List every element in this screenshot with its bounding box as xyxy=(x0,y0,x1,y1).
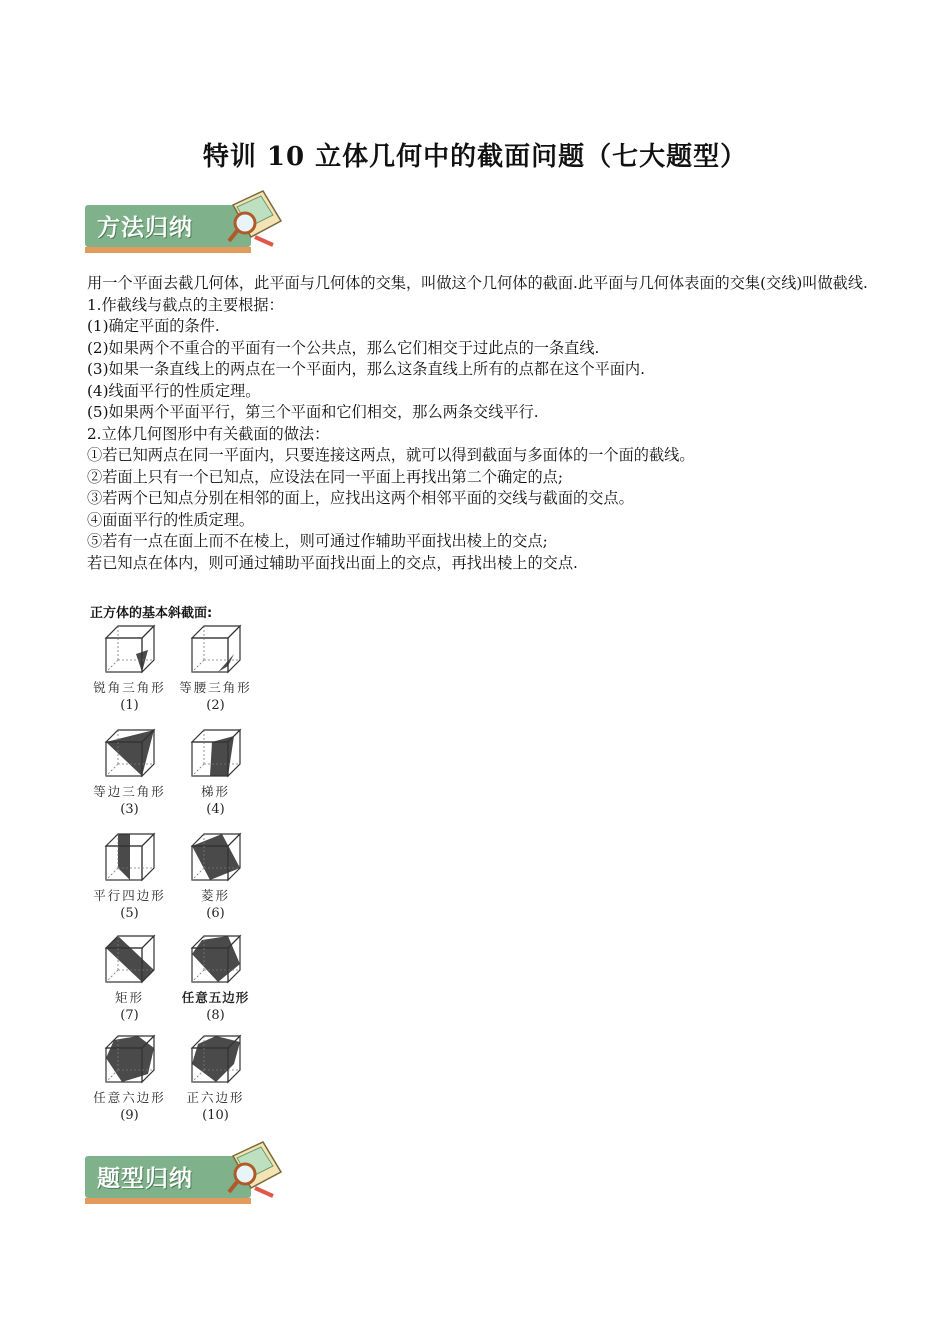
paragraph: (4)线面平行的性质定理。 xyxy=(87,381,261,400)
figure-number: (10) xyxy=(202,1108,229,1123)
cube-rhombus-section-icon xyxy=(188,832,244,884)
figure-item xyxy=(168,1034,263,1123)
figure-item xyxy=(82,728,177,817)
figure-number: (5) xyxy=(120,906,139,921)
figure-number: (1) xyxy=(120,698,139,713)
figure-number: (3) xyxy=(120,802,139,817)
figure-number: (4) xyxy=(206,802,225,817)
method-body xyxy=(87,273,877,574)
method-summary-banner xyxy=(85,195,285,259)
paragraph: ⑤若有一点在面上而不在棱上，则可通过作辅助平面找出棱上的交点; xyxy=(87,532,548,550)
figure-caption: 矩形 xyxy=(114,990,144,1005)
figure-number: (7) xyxy=(120,1008,139,1023)
figure-item xyxy=(168,624,263,713)
cube-parallelogram-section-icon xyxy=(102,832,158,884)
cube-isosceles-triangle-section-icon xyxy=(188,624,244,676)
figure-number: (6) xyxy=(206,906,225,921)
figure-caption: 任意五边形 xyxy=(181,990,250,1005)
banner-label: 题型归纳 xyxy=(97,1166,193,1192)
paragraph: 用一个平面去截几何体，此平面与几何体的交集，叫做这个几何体的截面.此平面与几何体表面的交集(交线)叫做截线. xyxy=(87,274,868,292)
paragraph: (5)如果两个平面平行，第三个平面和它们相交，那么两条交线平行. xyxy=(87,403,539,421)
figure-number: (8) xyxy=(206,1008,225,1023)
figure-item xyxy=(82,624,177,713)
cube-hexagon-section-icon xyxy=(102,1034,158,1086)
figure-item xyxy=(168,832,263,921)
figure-caption: 梯形 xyxy=(200,784,230,799)
paragraph: 若已知点在体内，则可通过辅助平面找出面上的交点，再找出棱上的交点. xyxy=(87,553,578,572)
book-magnifier-icon xyxy=(225,187,285,249)
paragraph: (1)确定平面的条件. xyxy=(87,317,220,335)
question-type-banner xyxy=(85,1146,285,1210)
banner-label: 方法归纳 xyxy=(97,215,193,241)
figure-number: (2) xyxy=(206,698,225,713)
cube-acute-triangle-section-icon xyxy=(102,624,158,676)
paragraph: (2)如果两个不重合的平面有一个公共点，那么它们相交于过此点的一条直线. xyxy=(87,338,600,357)
figure-caption: 任意六边形 xyxy=(93,1090,166,1105)
figure-item xyxy=(82,832,177,921)
paragraph: ③若两个已知点分别在相邻的面上，应找出这两个相邻平面的交线与截面的交点。 xyxy=(87,489,634,507)
figure-number: (9) xyxy=(120,1108,139,1123)
page-title: 特训 10 立体几何中的截面问题（七大题型） xyxy=(202,142,748,172)
figure-item xyxy=(82,1034,177,1123)
cube-regular-hexagon-section-icon xyxy=(188,1034,244,1086)
cube-trapezoid-section-icon xyxy=(188,728,244,780)
figure-caption: 平行四边形 xyxy=(93,888,166,903)
figure-item xyxy=(82,934,177,1023)
figure-item xyxy=(168,728,263,817)
paragraph: (3)如果一条直线上的两点在一个平面内，那么这条直线上所有的点都在这个平面内. xyxy=(87,360,645,378)
book-magnifier-icon xyxy=(225,1138,285,1200)
figure-caption: 正六边形 xyxy=(186,1090,245,1105)
cube-equilateral-triangle-section-icon xyxy=(102,728,158,780)
figure-title: 正方体的基本斜截面: xyxy=(90,606,213,621)
figure-caption: 等腰三角形 xyxy=(179,680,252,695)
paragraph: 2.立体几何图形中有关截面的做法： xyxy=(87,424,330,443)
paragraph: ①若已知两点在同一平面内，只要连接这两点，就可以得到截面与多面体的一个面的截线。 xyxy=(87,446,695,464)
paragraph: 1.作截线与截点的主要根据： xyxy=(87,295,284,314)
figure-caption: 锐角三角形 xyxy=(93,680,166,695)
paragraph: ④面面平行的性质定理。 xyxy=(87,510,255,529)
paragraph: ②若面上只有一个已知点，应设法在同一平面上再找出第二个确定的点; xyxy=(87,467,563,486)
figure-item xyxy=(168,934,263,1023)
figure-caption: 菱形 xyxy=(200,888,230,903)
figure-caption: 等边三角形 xyxy=(93,784,166,799)
cube-rectangle-section-icon xyxy=(102,934,158,986)
cube-pentagon-section-icon xyxy=(188,934,244,986)
